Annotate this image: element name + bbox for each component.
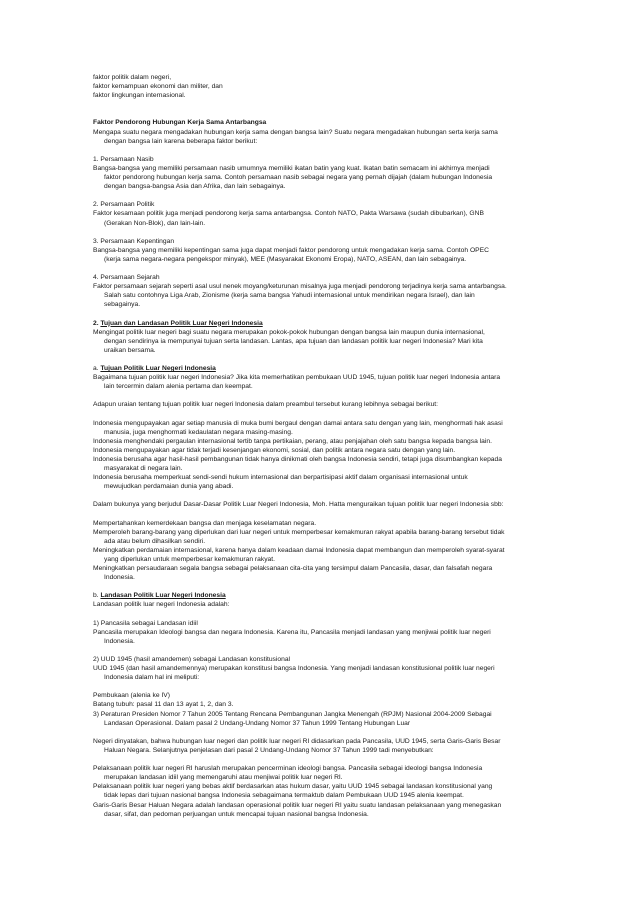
list-item: tidak lepas dari tujuan nasional bangsa Indonesia sebagaimana termaktub dalam Pembukaan UUD 1945 alenia keempat. xyxy=(104,792,464,800)
list-item: Indonesia. xyxy=(104,574,135,582)
paragraph-line: Pancasila merupakan Ideologi bangsa dan negara Indonesia. Karena itu, Pancasila menjadi landasan yang menjiwai politik luar negeri xyxy=(93,628,491,636)
section-heading xyxy=(93,364,549,373)
paragraph-line: lain tercermin dalam alenia pertama dan keempat. xyxy=(104,383,253,391)
paragraph-line: Pembukaan (alenia ke IV) xyxy=(93,692,170,700)
intro-line: faktor lingkungan internasional. xyxy=(93,92,186,100)
list-item: Indonesia mengupayakan agar setiap manusia di muka bumi bergaul dengan damai antara satu dengan yang lain, menghormati hak asasi xyxy=(93,419,503,427)
paragraph-line: uraikan bersama. xyxy=(104,346,156,354)
list-item: Pelaksanaan politik luar negeri yang bebas aktif berdasarkan atas hukum dasar, yaitu UUD 1945 sebagai landasan konstitusional yang xyxy=(93,783,493,791)
paragraph-line: Negeri dinyatakan, bahwa hubungan luar negeri dan politik luar negeri RI didasarkan pada Pancasila, UUD 1945, serta Garis-Garis Besar xyxy=(93,737,501,745)
section-number: b. xyxy=(93,592,101,600)
section-number: a. xyxy=(93,365,101,372)
paragraph-line: Adapun uraian tentang tujuan politik luar negeri Indonesia dalam preambul tersebut kurang lebihnya sebagai berikut: xyxy=(93,401,439,409)
list-item: ada atau belum dihasilkan sendiri. xyxy=(104,537,206,545)
paragraph-line: Batang tubuh: pasal 11 dan 13 ayat 1, 2, dan 3. xyxy=(93,701,234,709)
list-item: merupakan landasan idiil yang memengaruhi atau menjiwai politik luar negeri RI. xyxy=(104,774,343,782)
section-heading xyxy=(93,591,549,600)
list-item: masyarakat di negara lain. xyxy=(104,465,183,473)
item-heading: 1. Persamaan Nasib xyxy=(93,155,154,163)
paragraph-line: Landasan Operasional. Dalam pasal 2 Undang-Undang Nomor 37 Tahun 1999 Tentang Hubungan Luar xyxy=(104,719,411,727)
list-item: Indonesia mengupayakan agar tidak terjadi kesenjangan ekonomi, sosial, dan politik antara negara satu dengan yang lain. xyxy=(93,446,456,454)
item-heading: 2. Persamaan Politik xyxy=(93,201,155,209)
paragraph-line: Faktor kesamaan politik juga menjadi pendorong kerja sama antarbangsa. Contoh NATO, Pakta Warsawa (sudah dibubarkan), GNB xyxy=(93,210,484,218)
paragraph-line: Bangsa-bangsa yang memiliki persamaan nasib umumnya memiliki ikatan batin yang kuat. Ikatan batin semacam ini akhirnya menjadi xyxy=(93,164,490,172)
paragraph-line: Indonesia. xyxy=(104,637,135,645)
list-item: Pelaksanaan politik luar negeri RI haruslah merupakan pencerminan ideologi bangsa. Pancasila sebagai ideologi bangsa Indonesia xyxy=(93,765,483,773)
paragraph-line: Faktor persamaan sejarah seperti asal usul nenek moyang/keturunan misalnya juga menjadi pendorong terjadinya kerja sama antarbangsa. xyxy=(93,283,507,291)
intro-line: faktor kemampuan ekonomi dan militer, dan xyxy=(93,83,223,91)
list-item: dasar, sifat, dan pedoman perjuangan untuk mencapai tujuan nasional bangsa Indonesia. xyxy=(104,810,369,818)
list-item: Indonesia berusaha memperkuat sendi-sendi hukum internasional dan berpartisipasi aktif dalam organisasi internasional untuk xyxy=(93,474,468,482)
section-number: 2. xyxy=(93,319,101,327)
paragraph-line: (kerja sama negara-negara pengekspor minyak), MEE (Masyarakat Ekonomi Eropa), NATO, ASEAN, dan lain sebagainya. xyxy=(104,255,467,263)
paragraph-line: UUD 1945 (dan hasil amandemennya) merupakan konstitusi bangsa Indonesia. Yang menjadi landasan konstitusional politik luar negeri xyxy=(93,665,495,673)
list-item: Indonesia menghendaki pergaulan internasional tertib tanpa pertikaian, perang, atau penjajahan oleh satu bangsa kepada bangsa lain. xyxy=(93,437,492,445)
paragraph-line: dengan bangsa-bangsa Asia dan Afrika, dan lain sebagainya. xyxy=(104,183,286,191)
section-heading xyxy=(93,319,549,328)
list-item: Mempertahankan kemerdekaan bangsa dan menjaga keselamatan negara. xyxy=(93,519,317,527)
section-heading: Faktor Pendorong Hubungan Kerja Sama Antarbangsa xyxy=(93,119,267,127)
list-item: Meningkatkan persaudaraan segala bangsa sebagai pelaksanaan cita-cita yang tersimpul dalam Pancasila, dasar, dan falsafah negara xyxy=(93,565,493,573)
paragraph-line: 3) Peraturan Presiden Nomor 7 Tahun 2005 Tentang Rencana Pembangunan Jangka Menengah (RPJM) Nasional 2004-2009 Sebagai xyxy=(93,710,492,718)
paragraph-line: Dalam bukunya yang berjudul Dasar-Dasar Politik Luar Negeri Indonesia, Moh. Hatta menguraikan tujuan politik luar negeri Indonesia sbb: xyxy=(93,501,504,509)
paragraph-line: Bagaimana tujuan politik luar negeri Indonesia? Jika kita memerhatikan pembukaan UUD 1945, tujuan politik luar negeri Indonesia antara xyxy=(93,374,501,382)
item-heading: 1) Pancasila sebagai Landasan idiil xyxy=(93,619,198,627)
paragraph-line: Bangsa-bangsa yang memiliki kepentingan sama juga dapat menjadi faktor pendorong untuk mengadakan kerja sama. Contoh OPEC xyxy=(93,246,489,254)
section-title: Tujuan dan Landasan Politik Luar Negeri Indonesia xyxy=(100,319,263,327)
item-heading: 4. Persamaan Sejarah xyxy=(93,274,160,282)
list-item: yang diperlukan untuk memperbesar kemakmuran rakyat. xyxy=(104,555,275,563)
paragraph-line: sebagainya. xyxy=(104,301,141,309)
section-title: Landasan Politik Luar Negeri Indonesia xyxy=(100,592,226,600)
paragraph-line: dengan bangsa lain karena beberapa faktor berikut: xyxy=(104,137,258,145)
paragraph-line: Landasan politik luar negeri Indonesia adalah: xyxy=(93,601,230,609)
list-item: Meningkatkan perdamaian internasional, karena hanya dalam keadaan damai Indonesia dapat membangun dan memperoleh syarat-syarat xyxy=(93,546,505,554)
paragraph-line: Mengingat politik luar negeri bagi suatu negara merupakan pokok-pokok hubungan dengan bangsa lain maupun dunia internasional, xyxy=(93,328,485,336)
paragraph-line: Mengapa suatu negara mengadakan hubungan kerja sama dengan bangsa lain? Suatu negara mengadakan hubungan serta kerja sama xyxy=(93,128,498,136)
section-title: Tujuan Politik Luar Negeri Indonesia xyxy=(100,365,216,372)
paragraph-line: faktor pendorong hubungan kerja sama. Contoh persamaan nasib sebagai negara yang pernah dijajah (dalam hubungan Indonesia xyxy=(104,174,493,182)
document-body xyxy=(93,73,549,819)
list-item: mewujudkan perdamaian dunia yang abadi. xyxy=(104,483,234,491)
list-item: manusia, juga menghormati kedaulatan negara masing-masing. xyxy=(104,428,293,436)
paragraph-line: (Gerakan Non-Blok), dan lain-lain. xyxy=(104,219,206,227)
list-item: Memperoleh barang-barang yang diperlukan dari luar negeri untuk memperbesar kemakmuran rakyat apabila barang-barang tersebut tidak xyxy=(93,528,505,536)
item-heading: 3. Persamaan Kepentingan xyxy=(93,237,175,245)
paragraph-line: Haluan Negara. Selanjutnya penjelasan dari pasal 2 Undang-Undang Nomor 37 Tahun 1999 tadi menyebutkan: xyxy=(104,746,434,754)
intro-line: faktor politik dalam negeri, xyxy=(93,74,172,81)
list-item: Garis-Garis Besar Haluan Negara adalah landasan operasional politik luar negeri RI yaitu suatu landasan pelaksanaan yang menegaskan xyxy=(93,801,502,809)
item-heading: 2) UUD 1945 (hasil amandemen) sebagai Landasan konstitusional xyxy=(93,656,291,663)
paragraph-line: dengan sendirinya ia mempunyai tujuan serta landasan. Lantas, apa tujuan dan landasan politik luar negeri Indonesia? Mari kita xyxy=(104,337,483,345)
paragraph-line: Salah satu contohnya Liga Arab, Zionisme (kerja sama bangsa Yahudi internasional untuk mendirikan negara Israel), dan lain xyxy=(104,292,475,300)
list-item: Indonesia berusaha agar hasil-hasil pembangunan tidak hanya dinikmati oleh bangsa Indonesia sendiri, tetapi juga disumbangkan kepada xyxy=(93,455,502,463)
paragraph-line: Indonesia dalam hal ini meliputi: xyxy=(104,674,200,682)
